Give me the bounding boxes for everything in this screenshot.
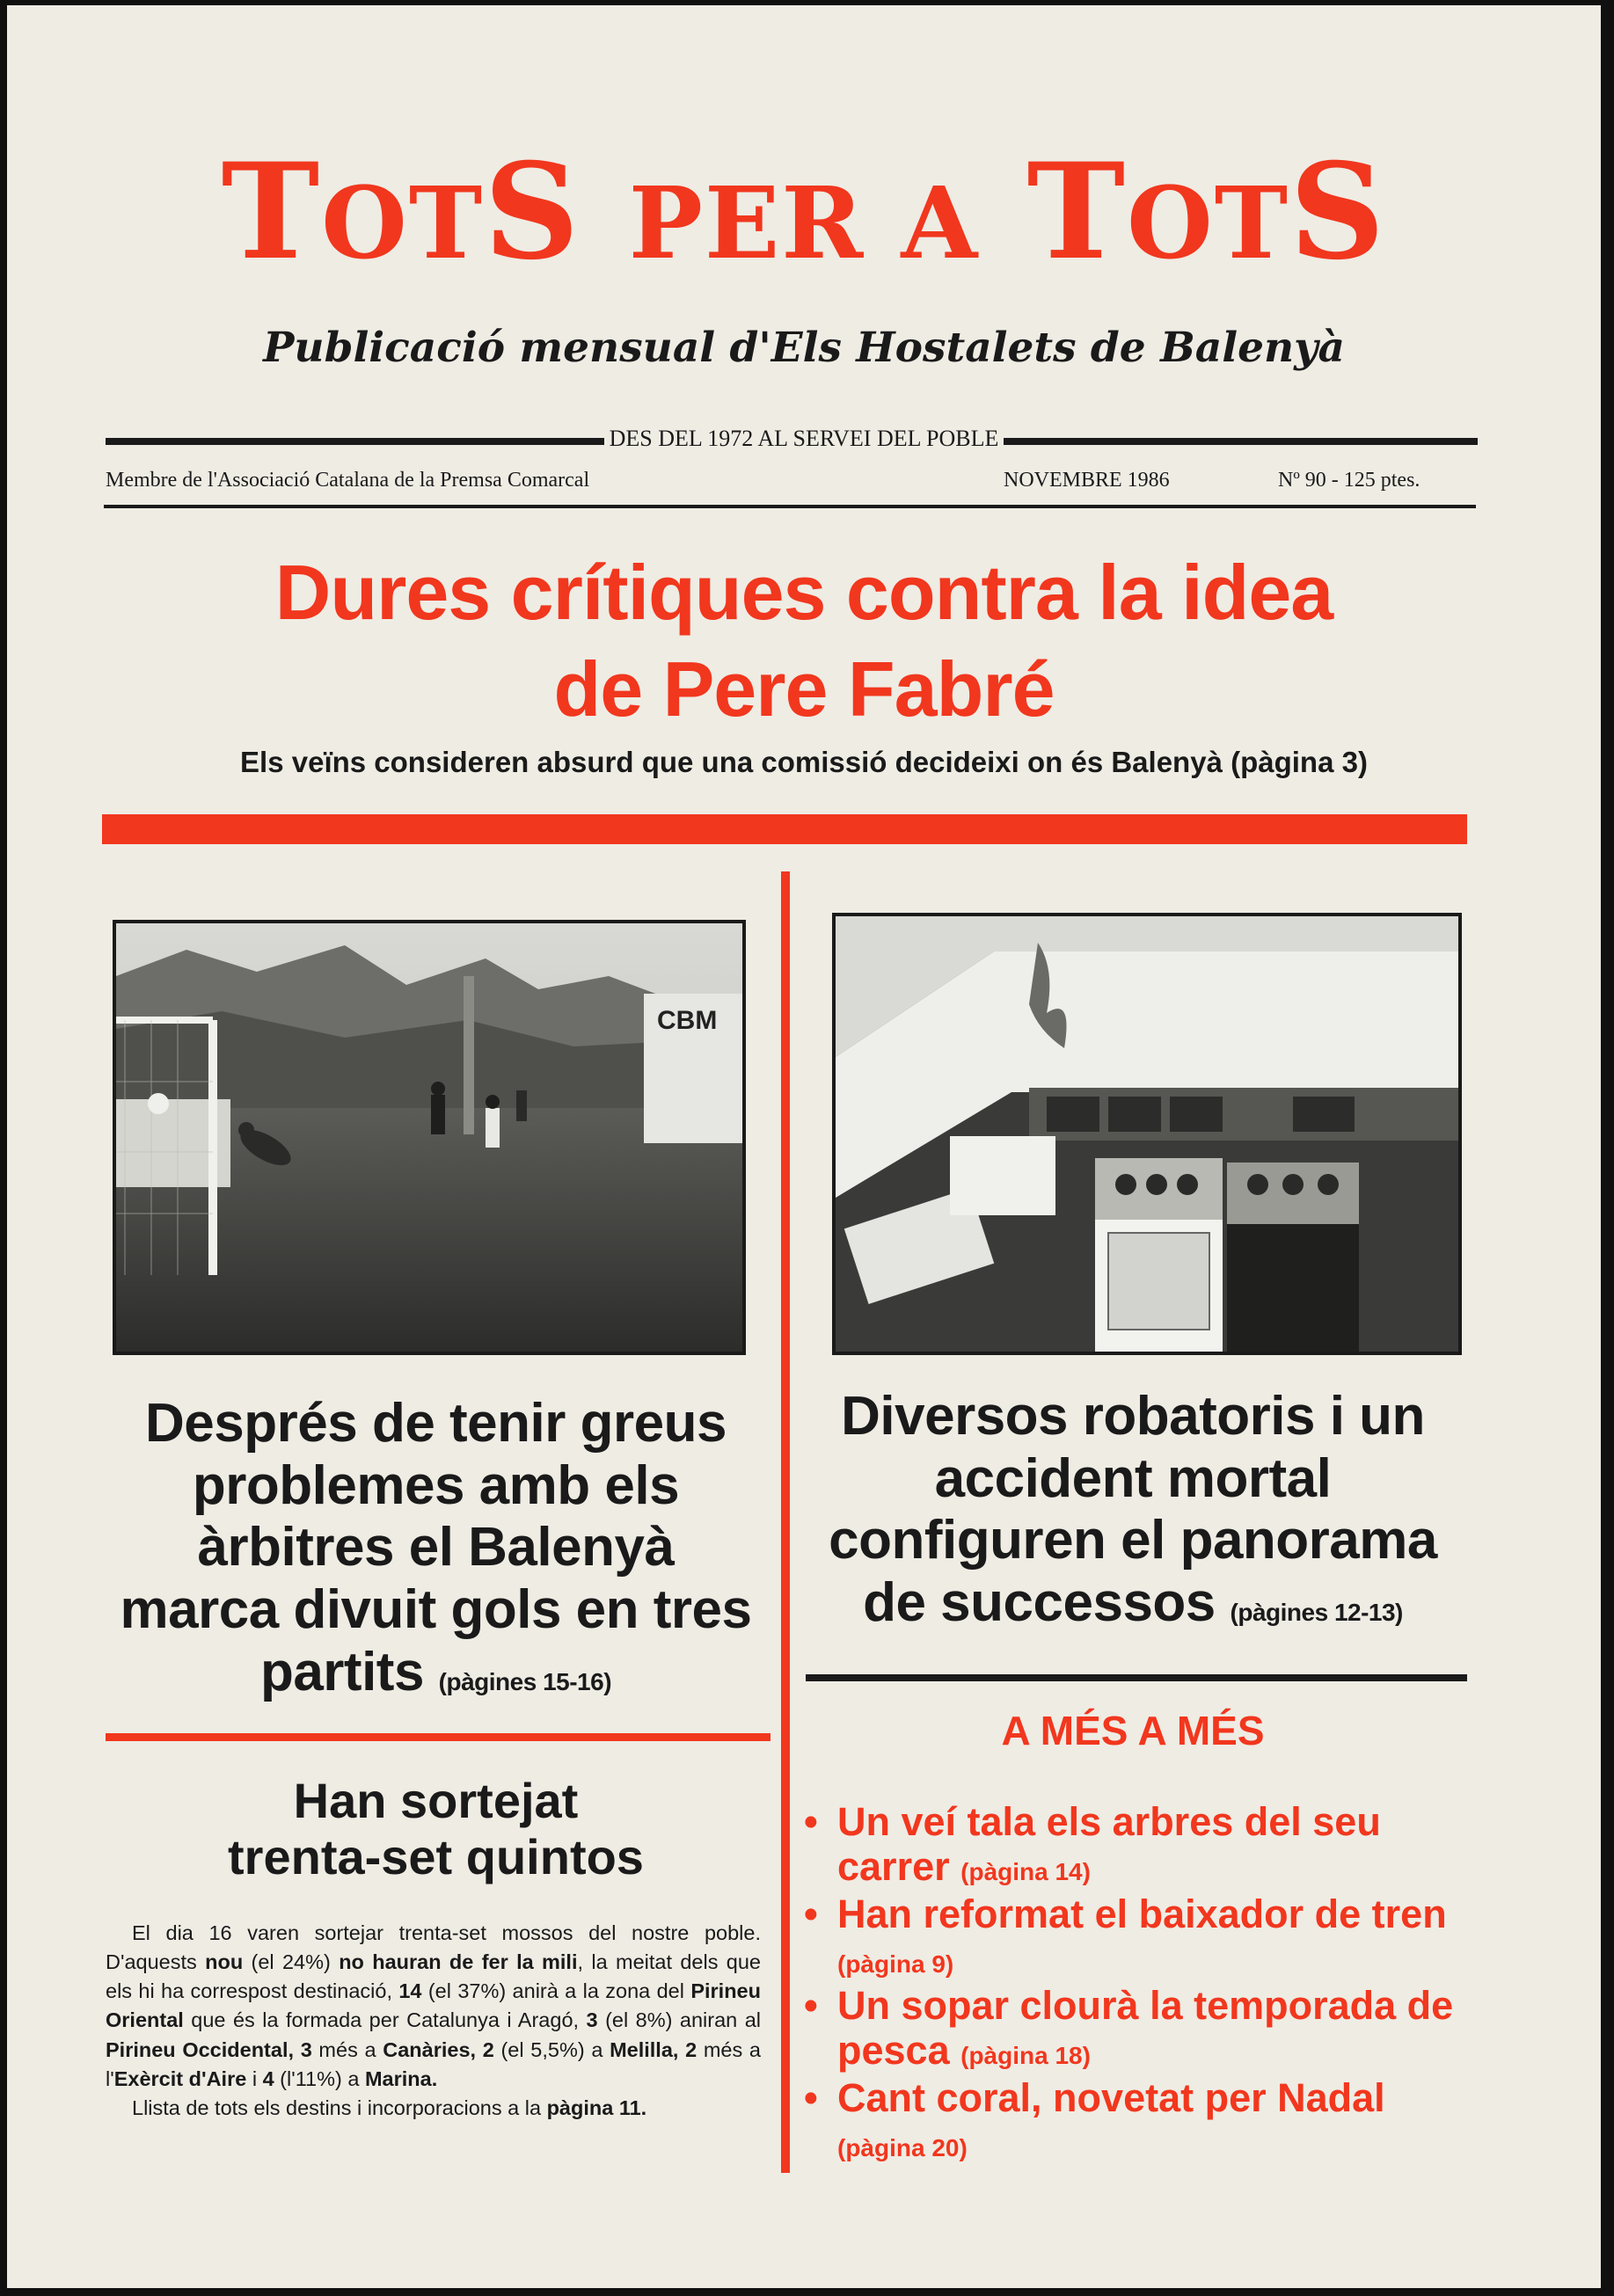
- text-run: i: [246, 2066, 263, 2090]
- masthead-middle: PER A: [628, 166, 980, 281]
- text-run: (el 24%): [243, 1950, 340, 1974]
- text-run-bold: Canàries, 2: [383, 2037, 494, 2061]
- a-mes-item-page: (pàgina 18): [960, 2042, 1091, 2070]
- football-pages-ref: (pàgines 15-16): [438, 1667, 612, 1695]
- masthead-word2-small: OT: [1127, 166, 1290, 281]
- bullet-icon: •: [804, 1799, 818, 1844]
- masthead-word1-small: OT: [321, 166, 485, 281]
- text-run-bold: 3: [586, 2008, 598, 2032]
- text-run: Llista de tots els destins i incorporacions a la: [132, 2096, 547, 2119]
- text-run-bold: Exèrcit d'Aire: [113, 2066, 247, 2090]
- masthead-word2-big: T: [1026, 135, 1128, 289]
- motto: [7, 426, 1601, 452]
- football-headline-line4: marca divuit gols en tres: [120, 1579, 752, 1641]
- masthead-title: [7, 135, 1601, 289]
- photo-banner-text: CBM: [657, 1006, 718, 1035]
- crime-headline-line1: Diversos robatoris i un: [841, 1386, 1425, 1447]
- a-mes-title: A MÉS A MÉS: [1001, 1708, 1265, 1753]
- football-photo: [113, 920, 746, 1355]
- text-run-bold: nou: [205, 1950, 244, 1974]
- a-mes-item-text: Un veí tala els arbres del seu carrer: [837, 1799, 1381, 1890]
- membership-line: Membre de l'Associació Catalana de la Premsa Comarcal: [106, 469, 590, 492]
- lead-headline-line1: Dures crítiques contra la idea: [274, 549, 1333, 636]
- issue-date: NOVEMBRE 1986: [1004, 469, 1170, 492]
- text-run-bold: 3: [300, 2037, 312, 2061]
- a-mes-item-text: Han reformat el baixador de tren: [837, 1891, 1447, 1936]
- text-run: , la meitat dels que els hi ha correspost destinació,: [106, 1950, 761, 2003]
- text-run: El dia 16 varen sortejar trenta-set mossos del nostre poble. D'aquests: [106, 1921, 761, 1974]
- lead-red-bar: [102, 814, 1467, 844]
- text-run: més a: [311, 2037, 383, 2061]
- a-mes-item-page: (pàgina 20): [837, 2134, 968, 2162]
- text-run-bold: Pirineu Occidental,: [106, 2037, 295, 2061]
- text-run-bold: 4: [262, 2066, 274, 2090]
- info-rule: [104, 505, 1476, 508]
- bullet-icon: •: [804, 1983, 818, 2029]
- quintos-headline-line1: Han sortejat: [293, 1773, 579, 1828]
- a-mes-item-page: (pàgina 9): [837, 1950, 954, 1978]
- text-run-bold: no hauran de fer la mili: [339, 1950, 578, 1974]
- crime-black-rule: [806, 1674, 1467, 1681]
- football-photo-image: [116, 923, 742, 1352]
- text-run-bold: 14: [398, 1979, 422, 2003]
- quintos-paragraph-2: [106, 2094, 761, 2123]
- masthead-word1-big: T: [221, 135, 322, 289]
- masthead-word2-big2: S: [1289, 135, 1387, 289]
- text-run: [294, 2038, 301, 2061]
- a-mes-item: [800, 1891, 1469, 1982]
- bullet-icon: •: [804, 1891, 818, 1936]
- text-run: més a l': [106, 2037, 761, 2090]
- text-run: (el 37%) anirà a la zona del: [421, 1979, 691, 2003]
- a-mes-item-text: Un sopar clourà la temporada de pesca: [837, 1983, 1454, 2074]
- a-mes-item-page: (pàgina 14): [960, 1858, 1091, 1886]
- football-headline-line2: problemes amb els: [192, 1454, 680, 1516]
- kitchen-photo: [832, 913, 1462, 1355]
- crime-headline-line3: configuren el panorama: [829, 1510, 1437, 1571]
- quintos-paragraph-1: [106, 1919, 761, 2094]
- crime-headline-line2: accident mortal: [934, 1447, 1332, 1509]
- masthead-subtitle: Publicació mensual d'Els Hostalets de Balenyà: [263, 324, 1345, 372]
- quintos-body: [106, 1919, 761, 2123]
- kitchen-photo-image: [836, 916, 1458, 1352]
- text-run: que és la formada per Catalunya i Aragó,: [183, 2008, 587, 2032]
- text-run: (el 8%) aniran al: [597, 2008, 761, 2032]
- football-headline-line5: partits: [259, 1641, 424, 1702]
- issue-number-price: Nº 90 - 125 ptes.: [1278, 469, 1420, 492]
- masthead-word1-big2: S: [484, 135, 581, 289]
- text-run-bold: pàgina 11.: [546, 2096, 647, 2119]
- football-red-rule: [106, 1733, 770, 1741]
- text-run: (l'11%) a: [274, 2066, 365, 2090]
- quintos-headline-line2: trenta-set quintos: [228, 1829, 644, 1885]
- column-divider: [781, 871, 790, 2173]
- bullet-icon: •: [804, 2074, 818, 2120]
- a-mes-item: [800, 1799, 1469, 1890]
- crime-headline: [799, 1386, 1467, 1635]
- quintos-headline: [108, 1773, 763, 1886]
- a-mes-list: [800, 1799, 1469, 2167]
- lead-subhead: Els veïns consideren absurd que una comissió decideixi on és Balenyà (pàgina 3): [240, 746, 1368, 778]
- crime-headline-line4: de successos: [863, 1572, 1216, 1634]
- text-run-bold: Pirineu Oriental: [106, 1979, 761, 2032]
- football-headline-line3: àrbitres el Balenyà: [197, 1517, 675, 1578]
- lead-headline-line2: de Pere Fabré: [553, 645, 1055, 733]
- motto-text: DES DEL 1972 AL SERVEI DEL POBLE: [604, 426, 1004, 451]
- a-mes-item: [800, 2075, 1469, 2166]
- crime-pages-ref: (pàgines 12-13): [1230, 1599, 1403, 1627]
- a-mes-item: [800, 1983, 1469, 2074]
- text-run: (el 5,5%) a: [493, 2037, 610, 2061]
- text-run-bold: Marina.: [364, 2066, 438, 2090]
- newspaper-front-page: [7, 5, 1601, 2288]
- football-headline-line1: Després de tenir greus: [145, 1393, 727, 1454]
- football-headline: [99, 1393, 772, 1703]
- a-mes-item-text: Cant coral, novetat per Nadal: [837, 2074, 1385, 2120]
- text-run-bold: Melilla, 2: [610, 2037, 697, 2061]
